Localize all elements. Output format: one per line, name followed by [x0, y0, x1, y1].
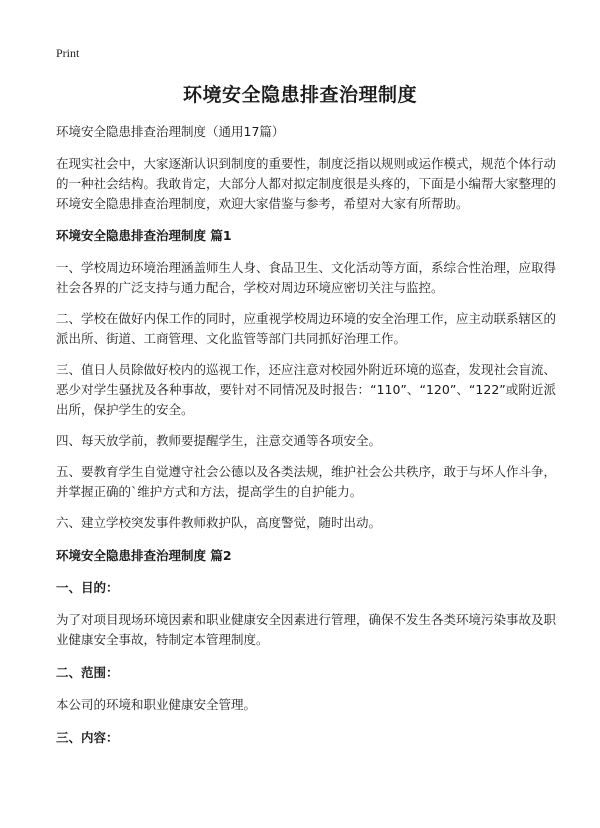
purpose-heading: 一、目的：	[56, 580, 119, 595]
section-1-item: 四、每天放学前，教师要提醒学生，注意交通等各项安全。	[56, 433, 382, 448]
section-1-heading: 环境安全隐患排查治理制度 篇1	[56, 228, 232, 243]
purpose-text: 为了对项目现场环境因素和职业健康安全因素进行管理，确保不发生各类环境污染事故及职业健康安全事故，特制定本管理制度。	[56, 612, 557, 647]
section-1-item: 二、学校在做好内保工作的同时，应重视学校周边环境的安全治理工作，应主动联系辖区的派出所、街道、工商管理、文化监管等部门共同抓好治理工作。	[56, 311, 557, 346]
content-heading: 三、内容：	[56, 730, 119, 745]
section-1-item: 一、学校周边环境治理涵盖师生人身、食品卫生、文化活动等方面，系综合性治理，应取得社会各界的广泛支持与通力配合，学校对周边环境应密切关注与监控。	[56, 260, 557, 295]
document-body	[56, 122, 556, 760]
page-title: 环境安全隐患排查治理制度	[182, 84, 417, 106]
section-1-item: 三、值日人员除做好校内的巡视工作，还应注意对校园外附近环境的巡查，发现社会盲流、恶少对学生骚扰及各种事故，要针对不同情况及时报告：“110”、“120”、“122”或附近派出所，保护学生的安全。	[56, 362, 557, 417]
scope-text: 本公司的环境和职业健康安全管理。	[56, 697, 257, 712]
scope-heading: 二、范围：	[56, 665, 119, 680]
print-link[interactable]: Print	[56, 46, 80, 60]
intro-paragraph: 在现实社会中，大家逐渐认识到制度的重要性，制度泛指以规则或运作模式，规范个体行动的一种社会结构。我敢肯定，大部分人都对拟定制度很是头疼的，下面是小编帮大家整理的环境安全隐患排查治理制度，欢迎大家借鉴与参考，希望对大家有所帮助。	[56, 156, 557, 211]
section-1-item: 五、要教育学生自觉遵守社会公德以及各类法规，维护社会公共秩序，敢于与坏人作斗争，并掌握正确的`维护方式和方法，提高学生的自护能力。	[56, 464, 557, 499]
section-1-item: 六、建立学校突发事件教师救护队，高度警觉，随时出动。	[56, 515, 382, 530]
document-subtitle: 环境安全隐患排查治理制度（通用17篇）	[56, 124, 285, 139]
section-2-heading: 环境安全隐患排查治理制度 篇2	[56, 548, 232, 563]
